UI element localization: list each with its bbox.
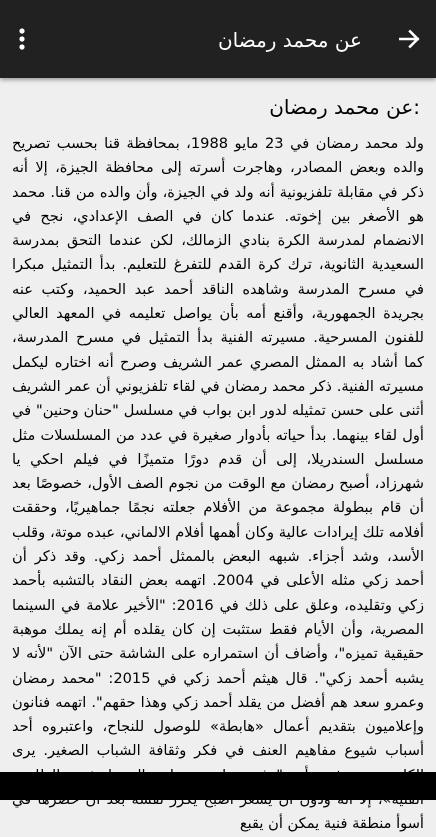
back-button[interactable] (396, 26, 422, 52)
overflow-menu-button[interactable] (10, 24, 34, 54)
article-heading: :عن محمد رمضان (269, 95, 420, 119)
arrow-back-icon (396, 26, 422, 52)
page-title: عن محمد رمضان (217, 28, 362, 52)
article-scroll-area[interactable] (0, 78, 436, 833)
article-body: ولد محمد رمضان في 23 مايو 1988، بمحافظة قنا بحسب تصريح والده وبعض المصادر، وهاجرت أسرته إلى محافظة الجيزة، إلا أنه ذكر في مقابلة تلفزيونية أنه ولد في الجيزة، وأن والده من قنا. محمد هو الأصغر بين إخوته. عندما كان في الصف الإعدادي، نجح في الانضمام لمدرسة الكرة بنادي الزمالك، لكن عندما التحق بمدرسة السعيدية الثانوية، ترك كرة القدم للتفرغ للتعليم. بدأ التمثيل مبكرا في مسرح المدرسة وشاهده الناقد أحمد عبد الحميد، وكتب عنه بجريدة الجمهورية، وأقنع أمه بأن يواصل تعليمه في المعهد العالي للفنون المسرحية. مسيرته الفنية بدأ التمثيل في مسرح المدرسة، كما أشاد به الممثل المصري عمر الشريف وصرح أنه اختاره ليكمل مسيرته الفنية. ذكر محمد رمضان في لقاء تلفزيوني أن عمر الشريف أثنى على حسن تمثيله لدور ابن بواب في مسلسل "حنان وحنين" في أول لقاء بينهما. بدأ حياته بأدوار صغيرة في عدد من المسلسلات مثل مسلسل السندريلا، إلى أن قدم دورًا متميزًا في فيلم احكي يا شهرزاد، أصبح رمضان مع الوقت من نجوم الصف الأول، خصوصًا بعد أن قام ببطولة مجموعة من الأفلام جعلته نجمًا جماهيريًا، وحققت أفلامه تلك إيرادات عالية وكان أهمها أفلام الالماني، عبده موتة، وقلب الأسد، وشد أجزاء. شبهه البعض بالممثل أحمد زكي. وقد ذكر أن أحمد زكي مثله الأعلى في 2004. اتهمه بعض النقاد بالتشبه بأحمد زكي وتقليده، وعلق على ذلك في 2016: "الأخير علامة في السينما المصرية، وأن الأيام فقط ستثبت إن كان يقلده أم إنه يملك موهبة حقيقية تميزه"، وأضاف أن استمراره على الشاشة حتى الآن "لأنه لا يشبه أحمد زكي". قال هيثم أحمد زكي في 2015: "محمد رمضان وعمرو سعد هم أفضل من يقلد أحمد زكي وهذا حقهم". اتهمه فنانون وإعلاميون بتقديم أعمال «هابطة» للوصول للنجاح، واعتبروه أحد أسباب شيوع مفاهيم العنف في فكر وثقافة الشباب الصغير. يرى أسوأ منطقة فنية يمكن أن يقبع (12, 135, 424, 833)
more-vert-icon (10, 24, 34, 54)
bottom-bar (0, 772, 436, 800)
app-bar (0, 0, 436, 78)
